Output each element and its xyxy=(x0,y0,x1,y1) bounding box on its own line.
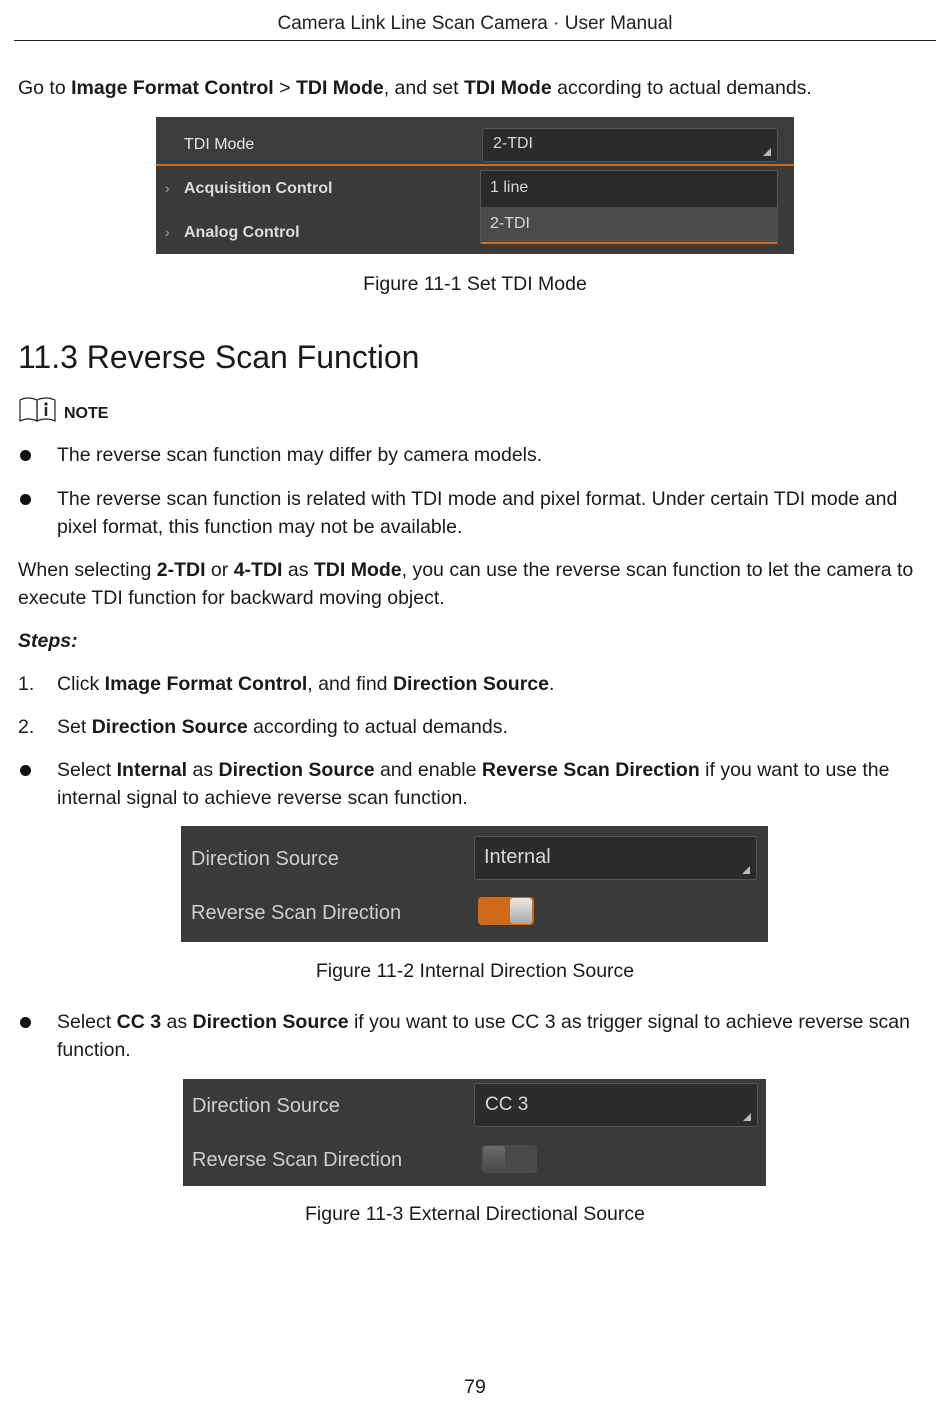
bold-term: Reverse Scan Direction xyxy=(481,759,700,781)
bold-term: TDI Mode xyxy=(463,77,552,99)
note-item: The reverse scan function may differ by camera models. xyxy=(57,444,543,466)
bullet-icon xyxy=(20,765,31,776)
bold-term: 4-TDI xyxy=(233,559,283,581)
tdi-mode-dropdown xyxy=(480,170,778,244)
option-label: 1 line xyxy=(490,179,529,196)
text: as xyxy=(282,559,314,581)
step-1 xyxy=(57,671,935,699)
text: or xyxy=(205,559,234,581)
option-2-tdi[interactable] xyxy=(481,207,777,244)
note-heading xyxy=(18,395,108,425)
bold-term: CC 3 xyxy=(116,1011,162,1033)
cc3-bullet xyxy=(57,1009,935,1064)
bold-term: Image Format Control xyxy=(71,77,274,99)
bold-term: Direction Source xyxy=(392,673,549,695)
text: > xyxy=(273,77,296,99)
text: and enable xyxy=(374,759,482,781)
figure-internal-direction-screenshot xyxy=(181,826,768,942)
figure-caption: Figure 11-1 Set TDI Mode xyxy=(363,273,587,295)
bullet-icon xyxy=(20,494,31,505)
section-title: 11.3 Reverse Scan Function xyxy=(18,339,420,375)
intro-paragraph xyxy=(18,75,933,103)
note-item: The reverse scan function is related with TDI mode and pixel format. Under certain TDI mode and pixel format, this function may not be available. xyxy=(57,488,898,538)
bullet-icon xyxy=(20,450,31,461)
text: When selecting xyxy=(18,559,157,581)
text: . xyxy=(548,673,555,695)
page-number: 79 xyxy=(464,1376,486,1398)
text: Select xyxy=(57,1011,117,1033)
bold-term: TDI Mode xyxy=(313,559,402,581)
step-2 xyxy=(57,714,935,742)
reverse-scan-direction-label: Reverse Scan Direction xyxy=(191,902,402,924)
steps-label: Steps: xyxy=(18,630,78,652)
bold-term: TDI Mode xyxy=(295,77,384,99)
toggle-knob xyxy=(483,1146,505,1172)
page-header: Camera Link Line Scan Camera · User Manual xyxy=(14,10,936,41)
figure-caption: Figure 11-2 Internal Direction Source xyxy=(315,960,635,982)
text: Select xyxy=(57,759,117,781)
figure-tdi-mode-screenshot xyxy=(156,117,794,254)
bold-term: Direction Source xyxy=(192,1011,349,1033)
option-1-line[interactable] xyxy=(481,171,777,207)
tdi-mode-value: 2-TDI xyxy=(493,135,533,152)
tdi-mode-select[interactable] xyxy=(482,128,778,162)
text: according to actual demands. xyxy=(551,77,812,99)
note-label: NOTE xyxy=(64,405,109,422)
direction-source-value: CC 3 xyxy=(485,1094,529,1115)
text: as xyxy=(161,1011,193,1033)
reverse-scan-paragraph xyxy=(18,557,933,612)
bold-term: Direction Source xyxy=(91,716,248,738)
text: , and find xyxy=(307,673,393,695)
figure-external-direction-screenshot xyxy=(183,1079,766,1186)
bold-term: Direction Source xyxy=(218,759,375,781)
text: , you can use the reverse scan function to let the camera to execute TDI function for backward moving object. xyxy=(18,559,914,609)
text: Click xyxy=(57,673,105,695)
dropdown-corner-icon xyxy=(763,148,771,156)
bullet-icon xyxy=(20,1017,31,1028)
reverse-scan-toggle-off[interactable] xyxy=(481,1145,537,1173)
step-number: 1. xyxy=(18,673,35,695)
dropdown-corner-icon xyxy=(742,866,750,874)
bold-term: Image Format Control xyxy=(104,673,308,695)
toggle-knob xyxy=(510,898,532,924)
bold-term: Internal xyxy=(116,759,188,781)
dropdown-corner-icon xyxy=(743,1113,751,1121)
direction-source-select[interactable] xyxy=(474,1083,758,1127)
internal-bullet xyxy=(57,757,935,812)
note-book-icon xyxy=(18,396,58,424)
direction-source-label: Direction Source xyxy=(191,848,339,870)
reverse-scan-toggle-on[interactable] xyxy=(478,897,534,925)
direction-source-select[interactable] xyxy=(474,836,757,880)
option-label: 2-TDI xyxy=(490,215,530,232)
reverse-scan-direction-label: Reverse Scan Direction xyxy=(192,1149,403,1171)
text: Set xyxy=(57,716,92,738)
bold-term: 2-TDI xyxy=(156,559,206,581)
text: , and set xyxy=(383,77,464,99)
tdi-mode-label: TDI Mode xyxy=(184,136,255,153)
text: if you want to use CC 3 as trigger signal to achieve reverse scan function. xyxy=(57,1011,910,1061)
direction-source-value: Internal xyxy=(484,846,551,868)
figure-caption: Figure 11-3 External Directional Source xyxy=(305,1203,645,1225)
text: according to actual demands. xyxy=(247,716,508,738)
text: as xyxy=(187,759,219,781)
step-number: 2. xyxy=(18,716,35,738)
chevron-right-icon: › xyxy=(165,180,170,196)
text: if you want to use the internal signal to achieve reverse scan function. xyxy=(57,759,890,809)
text: Go to xyxy=(18,77,72,99)
acquisition-control-item[interactable]: Acquisition Control xyxy=(184,180,333,197)
direction-source-label: Direction Source xyxy=(192,1095,340,1117)
chevron-right-icon: › xyxy=(165,224,170,240)
analog-control-item[interactable]: Analog Control xyxy=(184,224,300,241)
